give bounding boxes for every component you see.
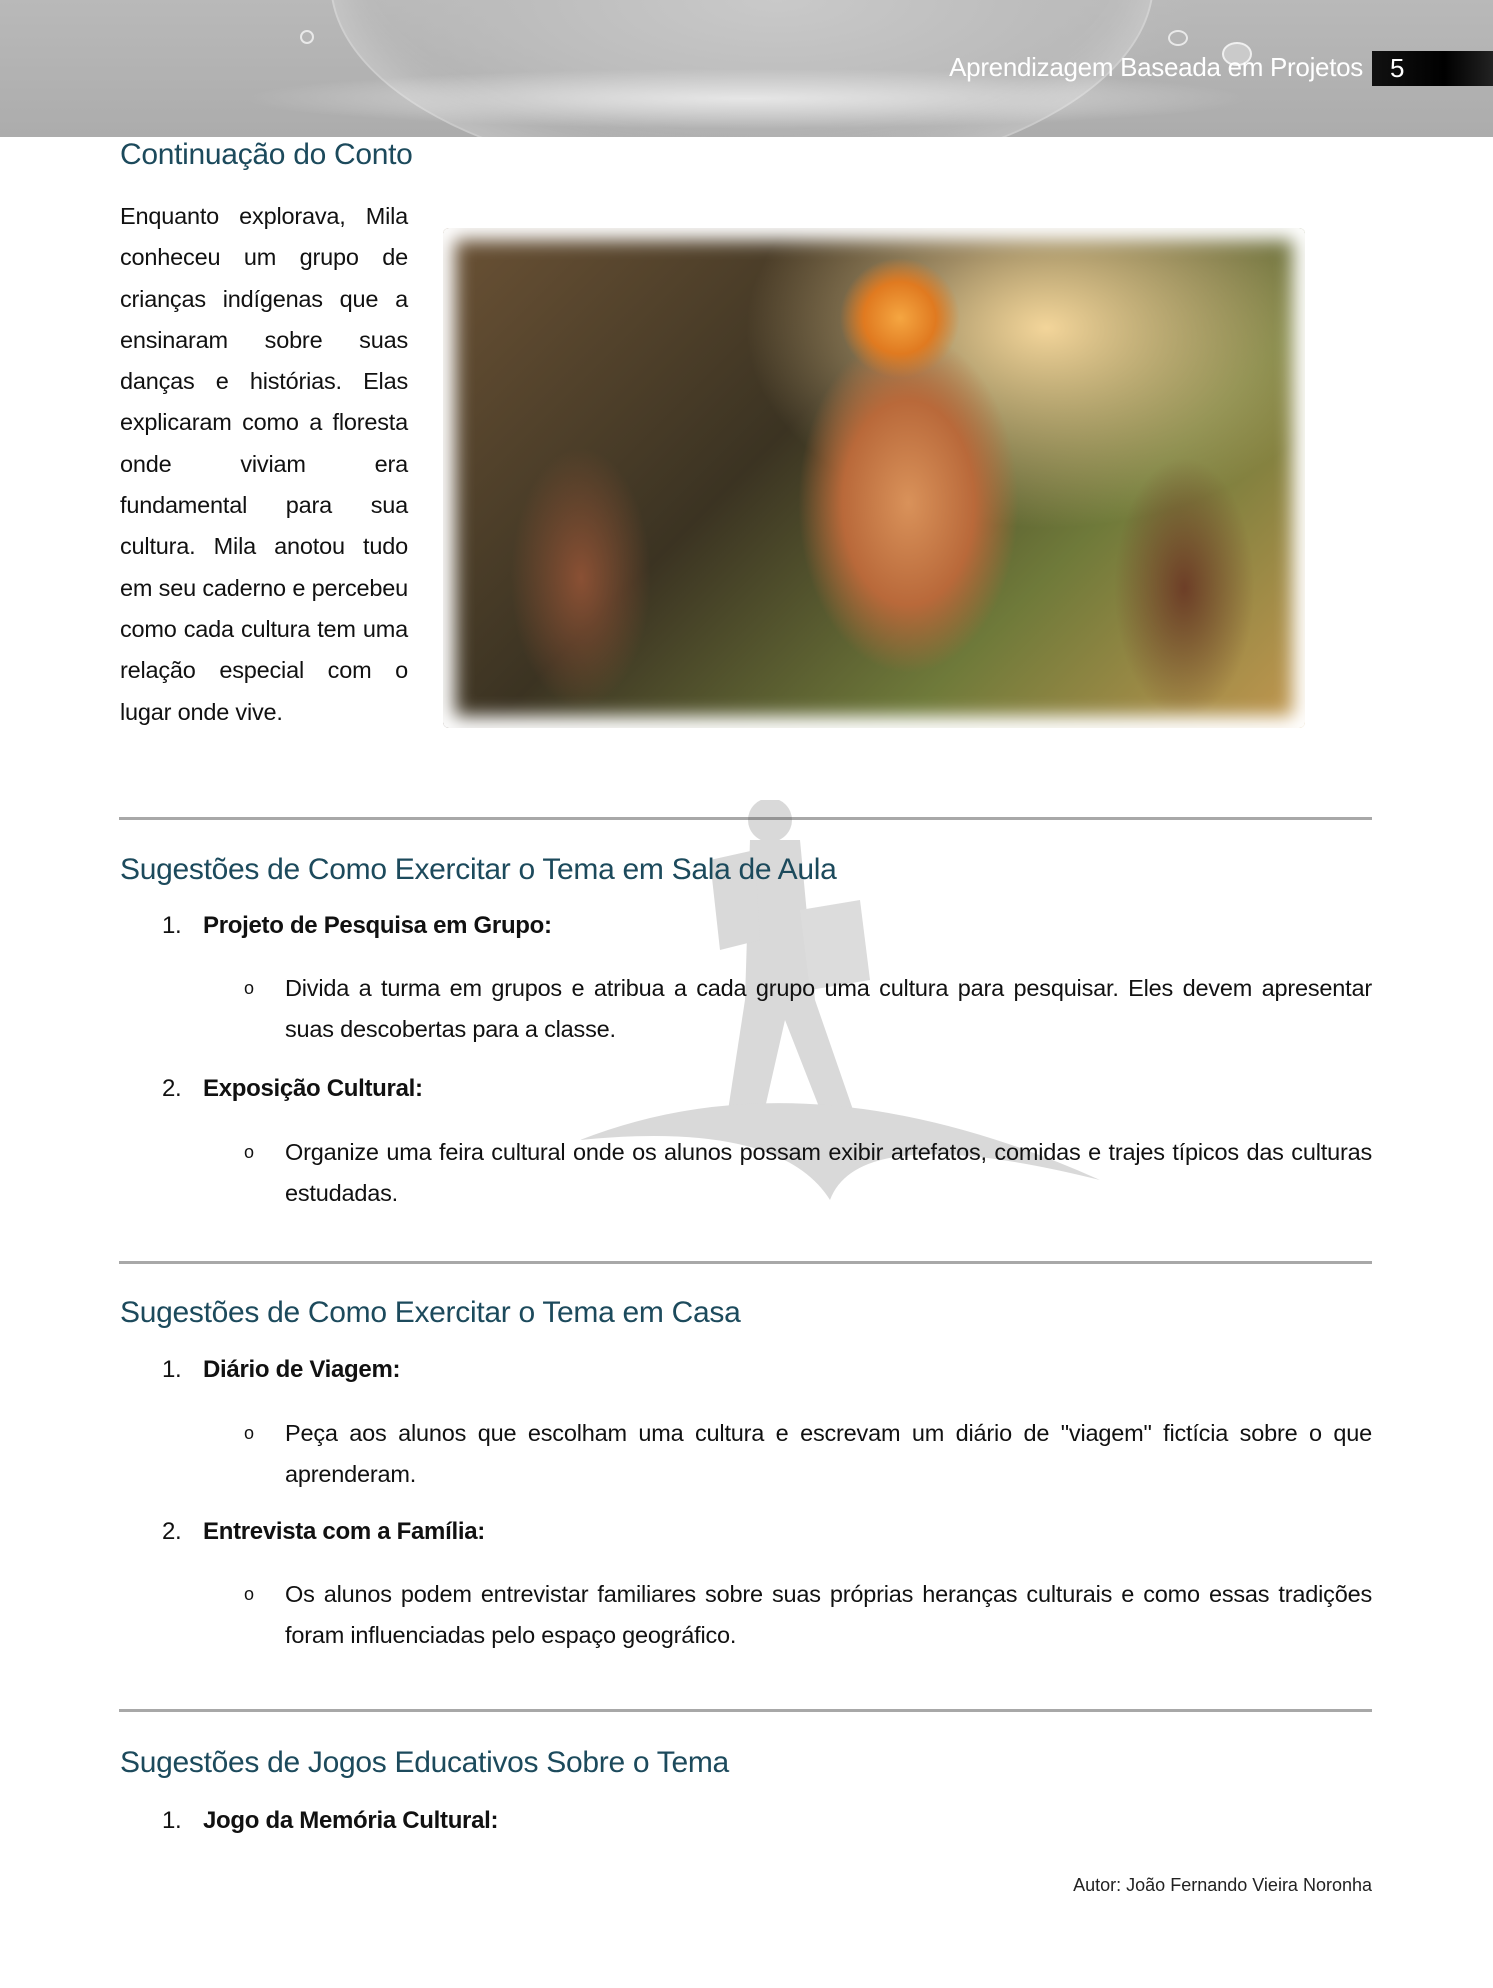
list-item (162, 1518, 485, 1546)
subitem-text: Peça aos alunos que escolham uma cultura e escrevam um diário de "viagem" fictícia sobre o que aprenderam. (285, 1420, 1372, 1487)
bullet-circle-icon: o (244, 978, 254, 998)
section-divider (119, 817, 1372, 820)
section-divider (119, 1709, 1372, 1712)
section-divider (119, 1261, 1372, 1264)
document-title: Aprendizagem Baseada em Projetos (949, 52, 1363, 82)
item-number: 2. (162, 1075, 182, 1102)
bullet-circle-icon: o (244, 1423, 254, 1443)
story-illustration (443, 228, 1305, 728)
section-heading-story: Continuação do Conto (120, 138, 413, 171)
decorative-bubble (1168, 30, 1188, 46)
item-title: Entrevista com a Família: (203, 1518, 485, 1545)
item-title: Jogo da Memória Cultural: (203, 1807, 499, 1834)
item-title: Projeto de Pesquisa em Grupo: (203, 912, 552, 939)
section-heading-classroom: Sugestões de Como Exercitar o Tema em Sala de Aula (120, 853, 837, 886)
story-paragraph: Enquanto explorava, Mila conheceu um grupo de crianças indígenas que a ensinaram sobre suas danças e histórias. Elas explicaram como a floresta onde viviam era fundamental para sua cultura. Mila anotou tudo em seu caderno e percebeu como cada cultura tem uma relação especial com o lugar onde vive. (120, 203, 408, 725)
list-item (162, 1075, 423, 1103)
item-title: Exposição Cultural: (203, 1075, 423, 1102)
item-number: 2. (162, 1518, 182, 1545)
bullet-circle-icon: o (244, 1142, 254, 1162)
list-item (162, 1356, 400, 1384)
item-number: 1. (162, 1807, 182, 1834)
section-heading-games: Sugestões de Jogos Educativos Sobre o Tema (120, 1746, 729, 1779)
list-item (162, 912, 552, 940)
subitem-text: Divida a turma em grupos e atribua a cada grupo uma cultura para pesquisar. Eles devem apresentar suas descobertas para a classe. (285, 975, 1372, 1042)
list-subitem (244, 968, 1372, 1050)
list-subitem (244, 1574, 1372, 1656)
author-footer: Autor: João Fernando Vieira Noronha (1073, 1875, 1372, 1895)
item-title: Diário de Viagem: (203, 1356, 401, 1383)
decorative-bubble (300, 30, 314, 44)
subitem-text: Os alunos podem entrevistar familiares sobre suas próprias heranças culturais e como essas tradições foram influenciadas pelo espaço geográfico. (285, 1581, 1372, 1648)
section-heading-home: Sugestões de Como Exercitar o Tema em Casa (120, 1296, 741, 1329)
item-number: 1. (162, 1356, 182, 1383)
decorative-wave (330, 0, 1154, 184)
list-item (162, 1807, 498, 1835)
page-header (0, 0, 1493, 137)
page-number: 5 (1372, 51, 1493, 86)
list-subitem (244, 1132, 1372, 1214)
item-number: 1. (162, 912, 182, 939)
bullet-circle-icon: o (244, 1584, 254, 1604)
subitem-text: Organize uma feira cultural onde os alunos possam exibir artefatos, comidas e trajes típicos das culturas estudadas. (285, 1139, 1372, 1206)
list-subitem (244, 1413, 1372, 1495)
